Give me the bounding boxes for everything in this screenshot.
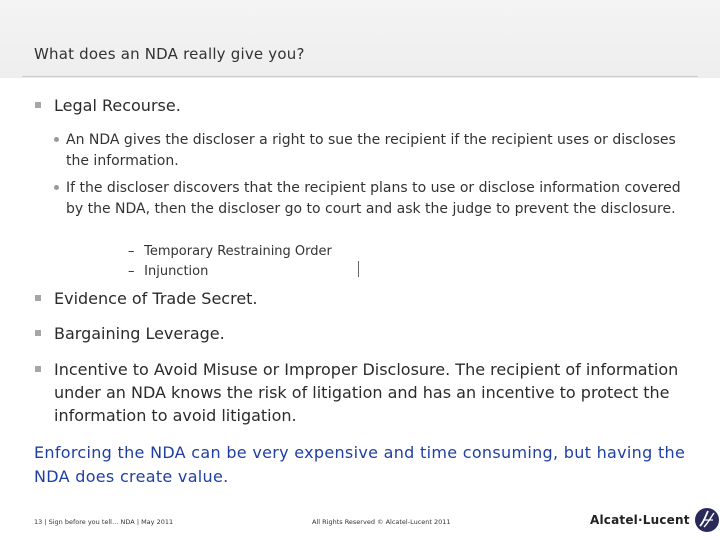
bullet-text: Legal Recourse.: [54, 96, 181, 115]
text-cursor: [358, 261, 359, 277]
dash-icon: –: [128, 264, 135, 279]
alcatel-lucent-mark-icon: [694, 507, 720, 533]
bullet-bargaining-leverage: [35, 322, 695, 345]
dash-icon: –: [128, 244, 135, 259]
square-bullet-icon: [35, 102, 41, 108]
logo-wordmark: Alcatel·Lucent: [590, 513, 690, 527]
sub-bullet-right-to-sue: [54, 130, 694, 171]
slide-title: What does an NDA really give you?: [34, 45, 305, 63]
square-bullet-icon: [35, 330, 41, 336]
alcatel-lucent-logo: [590, 508, 720, 532]
bullet-trade-secret: [35, 287, 695, 310]
dot-bullet-icon: [54, 137, 59, 142]
bullet-legal-recourse: [35, 94, 695, 117]
header-band: [0, 0, 720, 78]
sub-bullet-text: If the discloser discovers that the recipient plans to use or disclose information covered by the NDA, then the discloser go to court and ask the judge to prevent the disclosure.: [66, 180, 681, 217]
footer-page-info: 13 | Sign before you tell… NDA | May 2011: [34, 518, 174, 526]
title-divider: [22, 76, 698, 77]
square-bullet-icon: [35, 366, 41, 372]
bullet-text: Bargaining Leverage.: [54, 324, 225, 343]
footer-copyright: All Rights Reserved © Alcatel-Lucent 2011: [312, 518, 451, 526]
dash-item-text: Temporary Restraining Order: [144, 244, 332, 259]
bullet-incentive: [35, 358, 695, 427]
bullet-text: Incentive to Avoid Misuse or Improper Disclosure. The recipient of information under an NDA knows the risk of litigation and has an incentive to protect the information to avoid litigation.: [54, 360, 679, 425]
dash-item-text: Injunction: [144, 264, 209, 279]
bullet-text: Evidence of Trade Secret.: [54, 289, 258, 308]
dash-item-injunction: [128, 263, 428, 281]
square-bullet-icon: [35, 295, 41, 301]
callout-text: Enforcing the NDA can be very expensive and time consuming, but having the NDA does create value.: [34, 443, 686, 486]
sub-bullet-court-order: [54, 178, 694, 219]
dot-bullet-icon: [54, 185, 59, 190]
dash-item-restraining-order: [128, 243, 428, 261]
sub-bullet-text: An NDA gives the discloser a right to sue the recipient if the recipient uses or discloses the information.: [66, 132, 676, 169]
